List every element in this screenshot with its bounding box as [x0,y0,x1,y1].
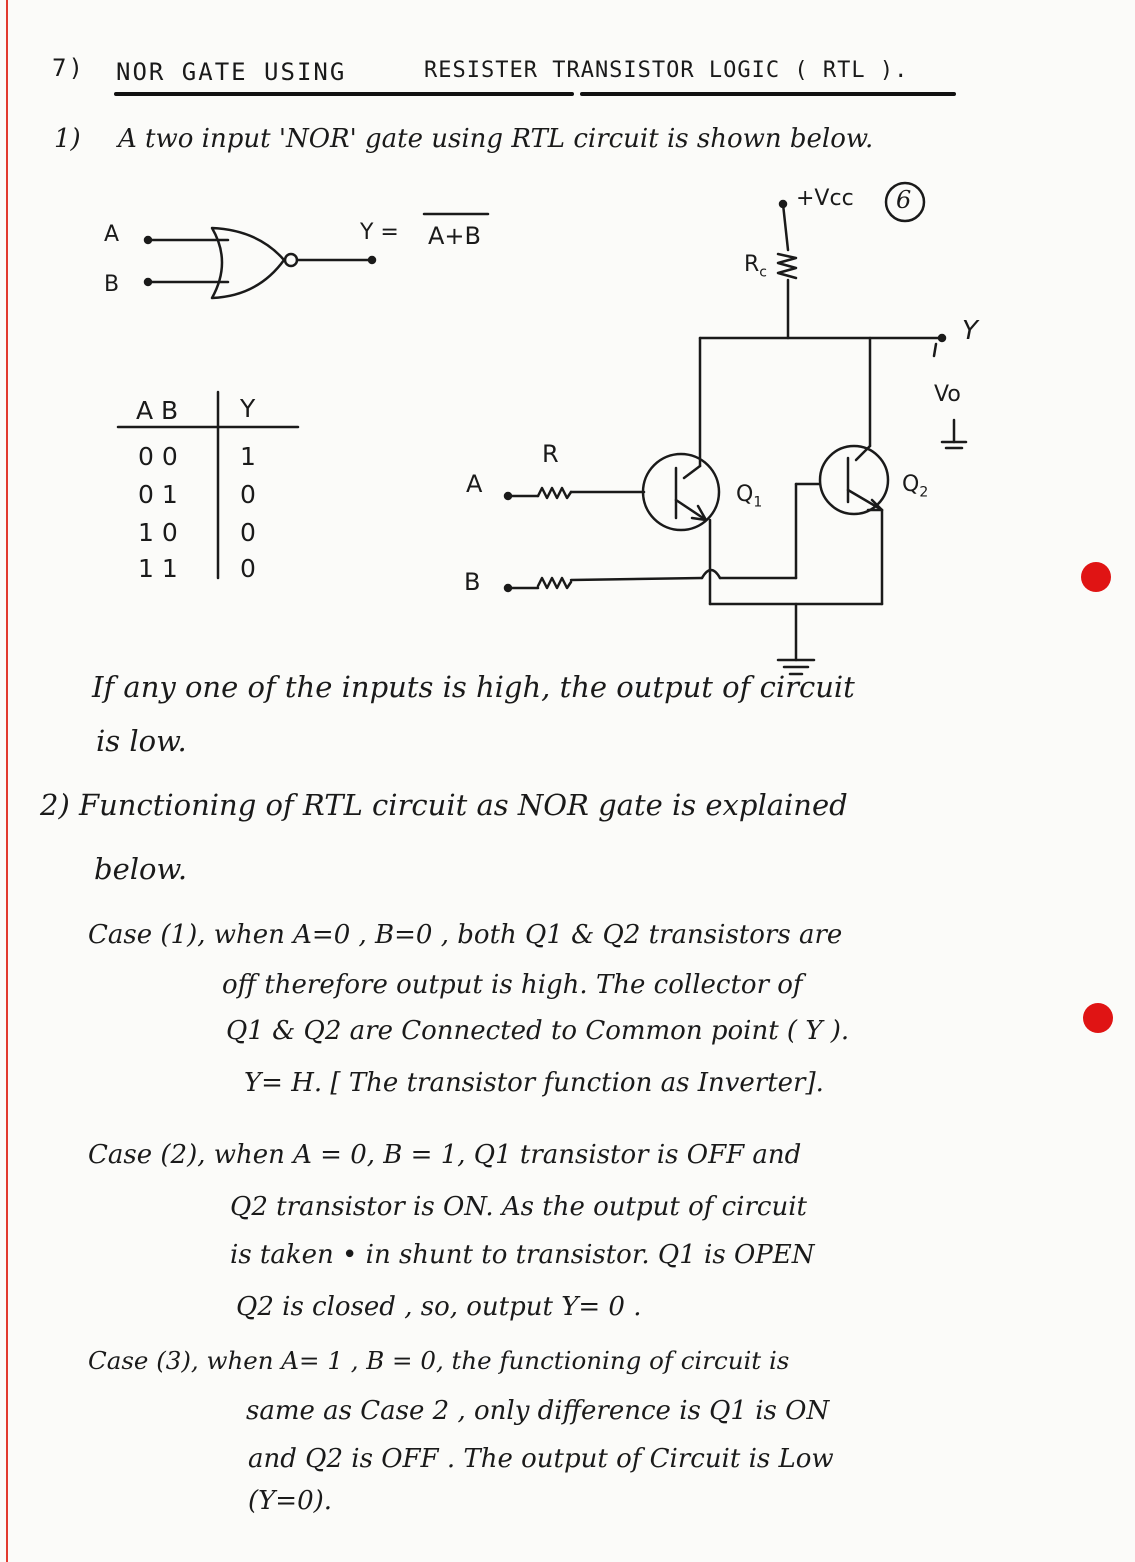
case3-line3: and Q2 is OFF . The output of Circuit is Low [248,1444,834,1474]
case1-line2: off therefore output is high. The collector of [222,970,803,1000]
case2-line4: Q2 is closed , so, output Y= 0 . [236,1292,642,1322]
truth-table-row-y: 0 [240,554,256,583]
case1-line1: Case (1), when A=0 , B=0 , both Q1 & Q2 transistors are [88,920,843,950]
output-y-label: Y [962,316,978,346]
case1-line3: Q1 & Q2 are Connected to Common point ( Y ). [226,1016,850,1046]
truth-table-header-y: Y [240,394,256,423]
truth-table-row: 0 1 [138,480,178,509]
section2-line2: below. [94,852,188,886]
truth-table-header-ab: A B [136,396,179,425]
case3-line2: same as Case 2 , only difference is Q1 is ON [246,1396,830,1426]
case3-line4: (Y=0). [248,1486,333,1516]
truth-table-row: 0 0 [138,442,178,471]
q1-label: $Q_1$ [736,482,763,511]
case2-line3: is taken • in shunt to transistor. Q1 is OPEN [230,1240,815,1270]
gate-output-expr: A+B [428,222,481,250]
page-mark: 6 [896,186,912,214]
title-right: RESISTER TRANSISTOR LOGIC ( RTL ). [424,58,909,83]
case3-line1: Case (3), when A= 1 , B = 0, the functioning of circuit is [88,1346,790,1375]
rc-label: $R_c$ [744,252,767,281]
section2-line1: 2) Functioning of RTL circuit as NOR gate is explained [40,788,848,822]
truth-table-row: 1 0 [138,518,178,547]
resistor-label: R [542,440,559,468]
truth-table-row-y: 1 [240,442,256,471]
section1-text: A two input 'NOR' gate using RTL circuit is shown below. [118,124,874,154]
truth-table-row-y: 0 [240,480,256,509]
circuit-input-b: B [464,568,481,596]
red-marker-dot [1081,562,1111,592]
vcc-label: +Vcc [796,186,854,211]
question-number: 7) [52,54,85,82]
truth-table-row: 1 1 [138,554,178,583]
section1-number: 1) [54,124,81,154]
case2-line2: Q2 transistor is ON. As the output of circuit [230,1192,807,1222]
gate-output-label: Y = [360,220,399,245]
case1-line4: Y= H. [ The transistor function as Inverter]. [244,1068,824,1098]
circuit-input-a: A [466,470,483,498]
red-marker-dot [1083,1003,1113,1033]
rtl-circuit [505,201,966,674]
para1-line1: If any one of the inputs is high, the output of circuit [92,670,855,704]
gate-input-b: B [104,272,120,297]
q2-label: $Q_2$ [902,472,929,501]
vo-label: Vo [934,382,961,407]
para1-line2: is low. [96,724,187,758]
truth-table-row-y: 0 [240,518,256,547]
case2-line1: Case (2), when A = 0, B = 1, Q1 transistor is OFF and [88,1140,802,1170]
title-left: NOR GATE USING [116,58,347,86]
gate-input-a: A [104,222,120,247]
